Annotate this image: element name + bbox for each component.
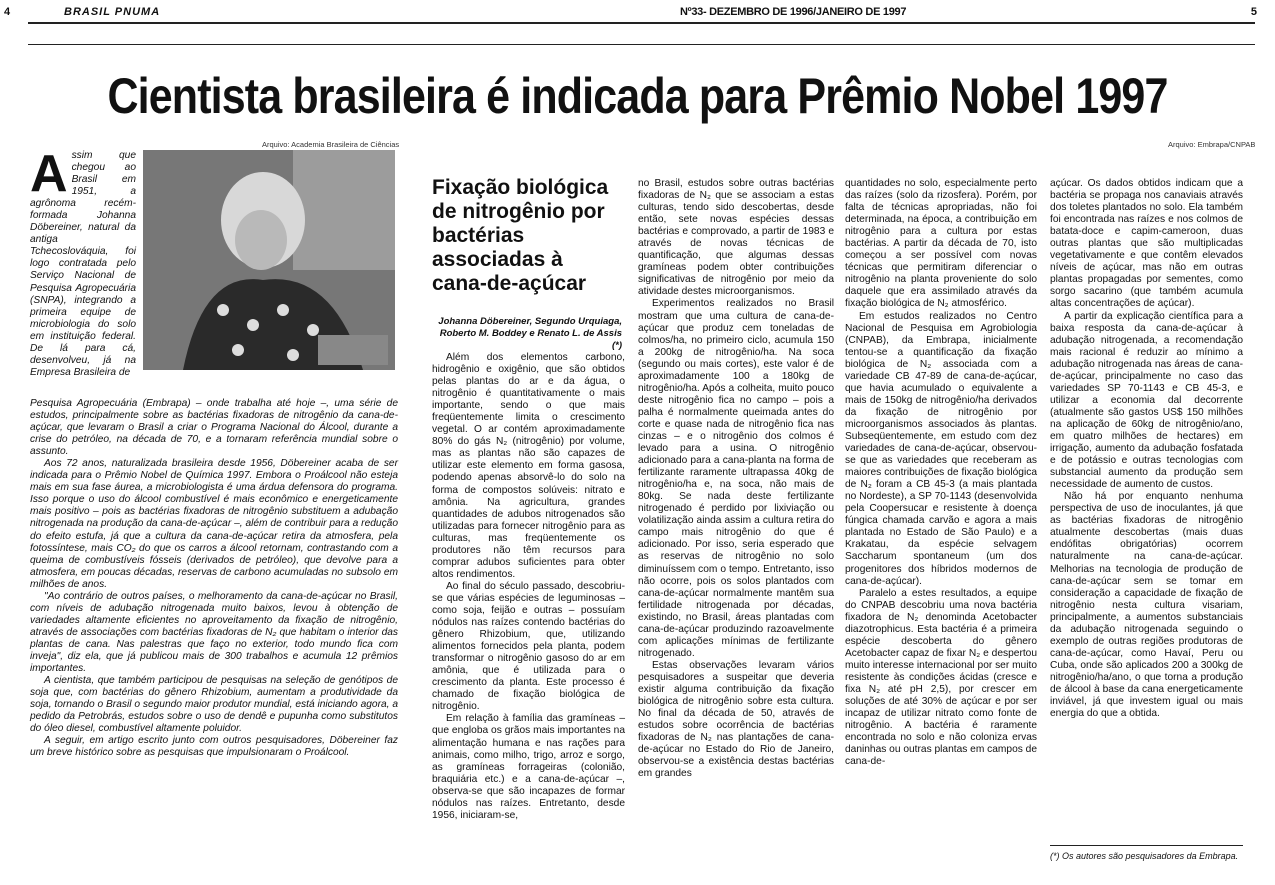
portrait-photo bbox=[143, 150, 395, 370]
page-number-left: 4 bbox=[4, 6, 11, 18]
intro-paragraph: Pesquisa Agropecuária (Embrapa) – onde trabalha até hoje –, uma série de estudos, principalmente sobre as bactérias fixadoras de nitrogênio da cana-de-açúcar, que levaram o Brasil a criar o Programa Nacional do Álcool, durante a crise do petróleo, na década de 70, e a tornaram referência mundial sobre o assunto. bbox=[30, 398, 398, 458]
intro-paragraph: A seguir, em artigo escrito junto com outros pesquisadores, Döbereiner faz um breve histórico sobre as pesquisas que impulsionaram o Proálcool. bbox=[30, 735, 398, 759]
article-column-3 bbox=[845, 178, 1037, 768]
article-paragraph: no Brasil, estudos sobre outras bactérias fixadoras de N₂ que se associam a estas culturas, tendo sido descobertas, desde então, sete novas espécies dessas bactérias e comprovado, a partir de 1983 e através de novas técnicas de quantificação, que algumas dessas gramíneas podem obter contribuições significativas de nitrogênio por meio da atividade destes microorganismos. bbox=[638, 178, 834, 298]
article-paragraph: Em relação à família das gramíneas – que engloba os grãos mais importantes na alimentação humana e nas rações para animais, como milho, trigo, arroz e sorgo, as gramíneas forrageiras (colonião, braquiária etc.) e a cana-de-açúcar –, observa-se que são incapazes de formar nódulos nas raízes. Entretanto, desde 1956, iniciaram-se, bbox=[432, 713, 625, 821]
article-paragraph: Paralelo a estes resultados, a equipe do CNPAB descobriu uma nova bactéria fixadora de N₂ denominda Acetobacter diazotrophicus. Esta bactéria é a primeira espécie descoberta do gênero Acetobacter capaz de fixar N₂ e despertou muito interesse internacional por ser muito resistente às condições ácidas (cresce e fixa N₂ até pH 2,5), por crescer em soluções de até 30% de açúcar e por ser incapaz de utilizar nitrato como fonte de nitrogênio. A bactéria é raramente encontrada no solo e não coloniza ervas daninhas ou outras plantas em campos de cana-de- bbox=[845, 587, 1037, 768]
intro-lead-text: ssim que chegou ao Brasil em 1951, a agrônoma recém-formada Johanna Döbereiner, natural da antiga Tchecoslováquia, foi logo contratada pelo Serviço Nacional de Pesquisa Agropecuária (SNPA), integrando a primeira equipe de microbiologia do solo em instituição federal. De lá para cá, desenvolveu, já na Empresa Brasileira de bbox=[30, 150, 136, 378]
footnote-rule bbox=[1050, 845, 1243, 846]
header-rule bbox=[28, 22, 1255, 24]
header-rule-2 bbox=[28, 44, 1255, 45]
page-number-right: 5 bbox=[1250, 6, 1257, 18]
article-column-2 bbox=[638, 178, 834, 780]
intro-paragraph: "Ao contrário de outros países, o melhoramento da cana-de-açúcar no Brasil, com níveis de adubação nitrogenada muito baixos, levou à obtenção de variedades altamente eficientes no aproveitamento da fixação de nitrogênio, através de associações com bactérias fixadoras de N₂ que habitam o interior das plantas de cana. Nas palestras que faço no exterior, todo mundo fica com inveja", diz ela, que já publicou mais de 300 trabalhos e acumula 12 prêmios importantes. bbox=[30, 590, 398, 675]
drop-cap: A bbox=[30, 145, 68, 203]
intro-paragraph: A cientista, que também participou de pesquisas na seleção de genótipos de soja que, com bactérias do gênero Rhizobium, aumentam a produtividade da soja, tornando o Brasil o segundo maior produtor mundial, está iniciando agora, a pedido da Petrobrás, estudos sobre o uso de dendê e pupunha como substitutos do óleo diesel, combustível altamente poluidor. bbox=[30, 675, 398, 735]
intro-body bbox=[30, 398, 398, 759]
article-paragraph: Experimentos realizados no Brasil mostram que uma cultura de cana-de-açúcar que produz cem toneladas de colmos/ha, no primeiro ciclo, acumula 150 a 200kg de nitrogênio/ha. Na soca (segundo ou mais cortes), este valor é de aproximadamente 100 a 180kg de nitrogênio/ha. Após a colheita, muito pouco deste nitrogênio fica no campo – pois a palha é normalmente queimada antes do corte e quase nada de nitrogênio fica nas cinzas – e o nitrogênio dos colmos é levado para a usina. O nitrogênio adicionado para a cana-planta na forma de fertilizante raramente ultrapassa 40kg de nitrogênio/ha e, na soca, não mais de 80kg. Se nada deste fertilizante nitrogenado é perdido por lixiviação ou volatilização ainda assim a cultura retira do campo mais nitrogênio do que é adicionado. Por isso, seria esperado que as reservas de nitrogênio no solo diminuíssem com o tempo. Entretanto, isso não ocorre, pois os solos plantados com cana-de-açúcar normalmente mantêm sua fertilidade nitrogenada por décadas, existindo, no Brasil, áreas plantadas com cana-de-açúcar produzindo razoavelmente com aplicações mínimas de fertilizante nitrogenado. bbox=[638, 298, 834, 659]
intro-lead bbox=[30, 145, 136, 379]
article-paragraph: quantidades no solo, especialmente perto das raízes (solo da rizosfera). Porém, por falta de técnicas apropriadas, não foi determinada, na época, a contribuição em nitrogênio para a cultura por estas bactérias. A partir da década de 70, isto começou a ser possível com novas técnicas que permitiram diferenciar o nitrogênio na planta proveniente do solo daquele que era assimilado através da fixação biológica de N₂ atmosférico. bbox=[845, 178, 1037, 310]
photo-credit-right: Arquivo: Embrapa/CNPAB bbox=[1168, 140, 1256, 149]
article-paragraph: A partir da explicação científica para a baixa resposta da cana-de-açúcar à adubação nitrogenada, a recomendação mais racional é reduzir ao mínimo a adubação nitrogenada nas áreas de cana-de-açúcar, principalmente no caso das variedades SP 70-1143 e CB 45-3, e utilizar a economia dal decorrente (atualmente são gastos US$ 150 milhões na aplicação de 60kg de nitrogênio/ano, em quatro milhões de hectares) em irrigação, aumento da adubação fosfatada e de potássio e outras tecnologias com substancial aumento da produção sem necessidade de aumento de custos. bbox=[1050, 310, 1243, 491]
article-authors: Johanna Döbereiner, Segundo Urquiaga, Roberto M. Boddey e Renato L. de Assis (*) bbox=[438, 316, 622, 351]
headline: Cientista brasileira é indicada para Prêmio Nobel 1997 bbox=[107, 68, 1168, 124]
photo-credit-left: Arquivo: Academia Brasileira de Ciências bbox=[262, 140, 400, 149]
article-paragraph: Ao final do século passado, descobriu-se que várias espécies de leguminosas – como soja, feijão e outras – possuíam nódulos nas raízes contendo bactérias do gênero Rhizobium, que, utilizando alimentos fornecidos pela planta, podem transformar o nitrogênio gasoso do ar em amônia, que é utilizada para o crescimento da planta. Este processo é chamado de fixação biológica de nitrogênio. bbox=[432, 580, 625, 713]
footnote: (*) Os autores são pesquisadores da Embrapa. bbox=[1050, 851, 1239, 861]
article-column-4 bbox=[1050, 178, 1243, 720]
article-title: Fixação biológica de nitrogênio por bactérias associadas à cana-de-açúcar bbox=[432, 176, 609, 295]
article-column-1 bbox=[432, 352, 625, 822]
article-paragraph: Além dos elementos carbono, hidrogênio e oxigênio, que são obtidos pelas plantas do ar e da água, o nitrogênio é quantitativamente o mais importante, sendo o que mais freqüentemente limita o crescimento vegetal. O ar contém aproximadamente 80% do gás N₂ (nitrogênio) por volume, mas as plantas não são capazes de utilizar este elemento em forma gasosa, podendo apenas absorvê-lo do solo na forma de compostos solúveis: nitrato e amônia. Na agricultura, grandes quantidades de adubos nitrogenados são utilizadas para fornecer nitrogênio para as culturas, mas freqüentemente os produtores não têm recursos para comprar adubos suficientes para obter altos rendimentos. bbox=[432, 352, 625, 580]
article-paragraph: açúcar. Os dados obtidos indicam que a bactéria se propaga nos canaviais através dos toletes plantados no solo. Ela também foi encontrada nas raízes e nos colmos de batata-doce e capim-cameroon, duas outras plantas que são multiplicadas vegetativamente e que contêm elevados níveis de açúcar, mas não em outras plantas propagadas por sementes, como sorgo sacarino (que também acumula altas concentrações de açúcar). bbox=[1050, 178, 1243, 310]
article-paragraph: Em estudos realizados no Centro Nacional de Pesquisa em Agrobiologia (CNPAB), da Embrapa, inicialmente tentou-se a quantificação da fixação biológica de N₂ associada com a variedade CB 47-89 de cana-de-açúcar, que havia acumulado o equivalente a mais de 150kg de nitrogênio/ha derivados da fixação de nitrogênio por microorganismos associados às plantas. Subseqüentemente, em estudo com dez variedades de cana-de-açúcar, observou-se que as variedades que receberam as maiores contribuições de fixação biológica de N₂ foram a CB 45-3 (a mais plantada no Nordeste), a SP 70-1143 (desenvolvida pela Coopersucar e resistente à doença fúngica chamada carvão e agora a mais plantada no Estado de São Paulo) e a Krakatau, da espécie selvagem Saccharum spontaneum (um dos progenitores dos híbridos modernos de cana-de-açúcar). bbox=[845, 310, 1037, 587]
intro-paragraph: Aos 72 anos, naturalizada brasileira desde 1956, Döbereiner acaba de ser indicada para o Prêmio Nobel de Química 1997. Embora o Proálcool não esteja mais em sua fase áurea, a microbiologista é uma árdua defensora do programa. Isso porque o uso do álcool combustível é mais econômico e energeticamente mais positivo – pois as bactérias fixadoras de nitrogênio substituem a adubação nitrogenada na produção da cana-de-açúcar –, além de contribuir para a redução do efeito estufa, já que a cultura da cana-de-açúcar retira da atmosfera, pela fotossíntese, mais CO₂ do que os carros a álcool retornam, contrastando com a queima de combustíveis fósseis (derivados de petróleo), que devolve para a atmosfera, em poucas décadas, reservas de carbono acumuladas no subsolo em milhões de anos. bbox=[30, 458, 398, 590]
issue-date: Nº33- DEZEMBRO DE 1996/JANEIRO DE 1997 bbox=[680, 6, 907, 18]
article-paragraph: Não há por enquanto nenhuma perspectiva de uso de inoculantes, já que as bactérias fixadoras de nitrogênio atualmente descobertas (mais duas endófitas obrigatórias) ocorrem naturalmente na cana-de-açúcar. Melhorias na tecnologia de produção de cana-de-açúcar sem se tomar em consideração a capacidade de fixação de nitrogênio nesta cultura visariam, principalmente, a aumentos substanciais da adubação nitrogenada seguindo o exemplo de outras regiões produtoras de cana-de-açúcar, como Havaí, Peru ou Cuba, onde são aplicados 200 a 300kg de nitrogênio/ha/ano, o que torna a produção de álcool à base da cana energeticamente inviável, já que investem igual ou mais energia do que a obtida. bbox=[1050, 491, 1243, 720]
publication-name: BRASIL PNUMA bbox=[64, 6, 161, 18]
article-paragraph: Estas observações levaram vários pesquisadores a suspeitar que deveria existir alguma contribuição da fixação biológica de nitrogênio sobre esta cultura. No final da década de 50, através de estudos sobre ocorrência de bactérias fixadoras de N₂ nas plantações de cana-de-açúcar no Estado do Rio de Janeiro, observou-se a existência destas bactérias em grandes bbox=[638, 659, 834, 780]
